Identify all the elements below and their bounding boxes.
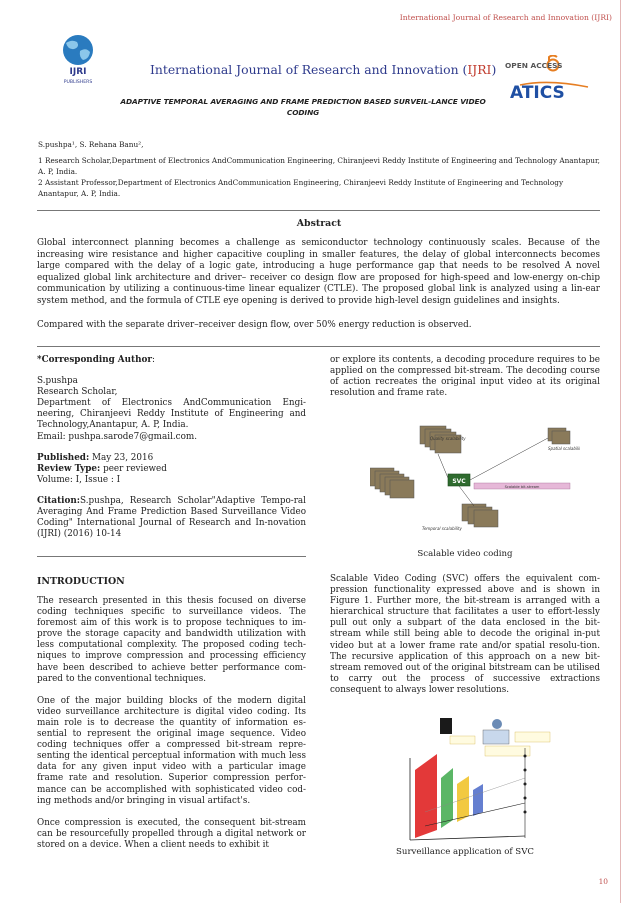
spatial-scalability-label: Spatial scalability bbox=[548, 446, 580, 451]
divider-left-col bbox=[37, 556, 306, 557]
corr-role: Research Scholar, bbox=[37, 387, 118, 398]
intro-paragraph-1: The research presented in this thesis focused on diverse coding techniques specific to surveillance videos. The foremost aim of this work is to propose techniques to im-prove the storage capacity and bandwidth utilization with less computational complexity. The proposed coding tech-niques to improve compression and processing efficiency have been described to achieve better performance com-pared to the conventional techniques. bbox=[37, 596, 306, 684]
abstract-body bbox=[37, 238, 600, 343]
affiliation-2: 2 Assistant Professor,Department of Electronics AndCommunication Engineering, Chiranjeevi Reddy Institute of Engineering and Technology Anantapur, A. P, India. bbox=[38, 178, 564, 198]
authors: S.pushpa¹, S. Rehana Banu², bbox=[38, 140, 144, 149]
divider-top bbox=[37, 210, 600, 211]
atics-logo bbox=[508, 81, 594, 103]
corresponding-author-block: *Corresponding Author: S.pushpa Research Scholar, Department of Electronics AndCommunication Engi-neering, Chiranjeevi Reddy Institute of Engineering and Technology,Anantapur, A. P, India. Email: pushpa.sarode7@gmail.com. Published: May 23, 2016 Review Type: peer reviewed Volume: I, Issue : I Citation:S.pushpa, Research Scholar"Adaptive Tempo-ral Averaging And Frame Prediction Based Surveillance Video Coding" International Journal of Research and In-novation (IJRI) (2016) 10-14 bbox=[37, 355, 306, 540]
svc-paragraph: Scalable Video Coding (SVC) offers the equivalent com-pression functionality expressed above and is shown in Figure 1. Further more, the bit-stream is arranged with a hierarchical structure that facilitates a user to effort-lessly pull out only a subpart of the data enclosed in the bit-stream while still being able to decode the original in-put video but at a lower frame rate and/or spatial resolu-tion. The recursive application of this approach on a new bit-stream removed out of the original bitstream can be utilised to carry out the process of successive extractions consequent to always lower resolutions. bbox=[330, 574, 600, 695]
affiliation-1: 1 Research Scholar,Department of Electronics AndCommunication Engineering, Chiranjeevi Reddy Institute of Engineering and Technology Anantapur, A. P, India. bbox=[38, 156, 600, 176]
abstract-paragraph-2: Compared with the separate driver–receiver design flow, over 50% energy reduction is observed. bbox=[37, 319, 472, 330]
temporal-scalability-label: Temporal scalability bbox=[422, 526, 462, 531]
running-header: International Journal of Research and Innovation (IJRI) bbox=[399, 13, 612, 22]
page-number: 10 bbox=[598, 877, 608, 886]
figure-2-caption: Surveillance application of SVC bbox=[396, 847, 534, 857]
scalable-video-coding-figure bbox=[370, 420, 580, 542]
figure-1-caption: Scalable video coding bbox=[417, 549, 513, 559]
intro-paragraph-2: One of the major building blocks of the modern digital video surveillance architecture is digital video coding. Its main role is to decrease the quantity of information es-sential to represent the original image sequence. Video coding techniques offer a compressed bit-stream repre-senting the identical perceptual information with much less data for any given input video with a particular image frame rate and resolution. Superior compression perfor-mance can be accomplished with sophisticated video cod-ing methods and/or bringing in visual artifact's. bbox=[37, 695, 306, 806]
review-type: Review Type: peer reviewed bbox=[37, 463, 167, 474]
corr-name: S.pushpa bbox=[37, 376, 78, 387]
quality-scalability-label: Quality scalability bbox=[430, 436, 466, 441]
divider-abstract bbox=[37, 346, 600, 347]
corr-department: Department of Electronics AndCommunication Engi-neering, Chiranjeevi Reddy Institute of Engineering and Technology,Anantapur, A. P, India. bbox=[37, 398, 306, 431]
svc-box-label: SVC bbox=[452, 478, 466, 485]
bitstream-label: Scalable bit-stream bbox=[504, 485, 540, 489]
paper-title: ADAPTIVE TEMPORAL AVERAGING AND FRAME PREDICTION BASED SURVEIL-LANCE VIDEO CODING bbox=[120, 97, 486, 117]
citation: Citation:S.pushpa, Research Scholar"Adaptive Tempo-ral Averaging And Frame Prediction Based Surveillance Video Coding" International Journal of Research and In-novation (IJRI) (2016) 10-14 bbox=[37, 495, 306, 540]
journal-title: International Journal of Research and Innovation (IJRI) bbox=[150, 62, 497, 77]
surveillance-application-figure bbox=[395, 718, 595, 843]
published-date: Published: May 23, 2016 bbox=[37, 452, 154, 463]
corr-email[interactable]: Email: pushpa.sarode7@gmail.com. bbox=[37, 431, 198, 442]
abstract-paragraph-1: Global interconnect planning becomes a challenge as semiconductor technology continuously scales. Because of the increasing wire resistance and higher capacitive coupling in smaller features, the delay of global interconnects becomes large compared with the delay of a logic gate, introducing a huge performance gap that needs to be resolved A novel equalized global link architecture and driver– receiver co design flow are proposed for high-speed and low-energy on-chip communication by utilizing a continuous-time linear equalizer (CTLE). The proposed global link is analyzed using a lin-ear system method, and the formula of CTLE eye opening is derived to provide high-level design guidelines and insights. bbox=[37, 238, 600, 306]
introduction-heading: INTRODUCTION bbox=[37, 576, 125, 587]
abstract-title: Abstract bbox=[296, 218, 342, 229]
introduction-body bbox=[37, 596, 306, 862]
open-access-logo bbox=[505, 55, 597, 73]
intro-paragraph-3: Once compression is executed, the consequent bit-stream can be resourcefully propelled through a digital network or stored on a device. When a client needs to exhibit it bbox=[37, 817, 306, 850]
right-paragraph-1: or explore its contents, a decoding procedure requires to be applied on the compressed bit-stream. The decoding course of action recreates the original input video at its original resolution and frame rate. bbox=[330, 355, 600, 399]
logo-publishers-text: PUBLISHERS bbox=[63, 80, 93, 85]
atics-text: ATICS bbox=[510, 83, 565, 103]
corresponding-author-label: *Corresponding Author bbox=[37, 355, 152, 365]
volume-issue: Volume: I, Issue : I bbox=[37, 474, 121, 485]
open-access-text: OPEN ACCESS bbox=[505, 61, 563, 70]
page-right-border bbox=[620, 0, 621, 903]
ijri-logo bbox=[50, 33, 106, 87]
logo-ijri-text: IJRI bbox=[69, 67, 87, 77]
